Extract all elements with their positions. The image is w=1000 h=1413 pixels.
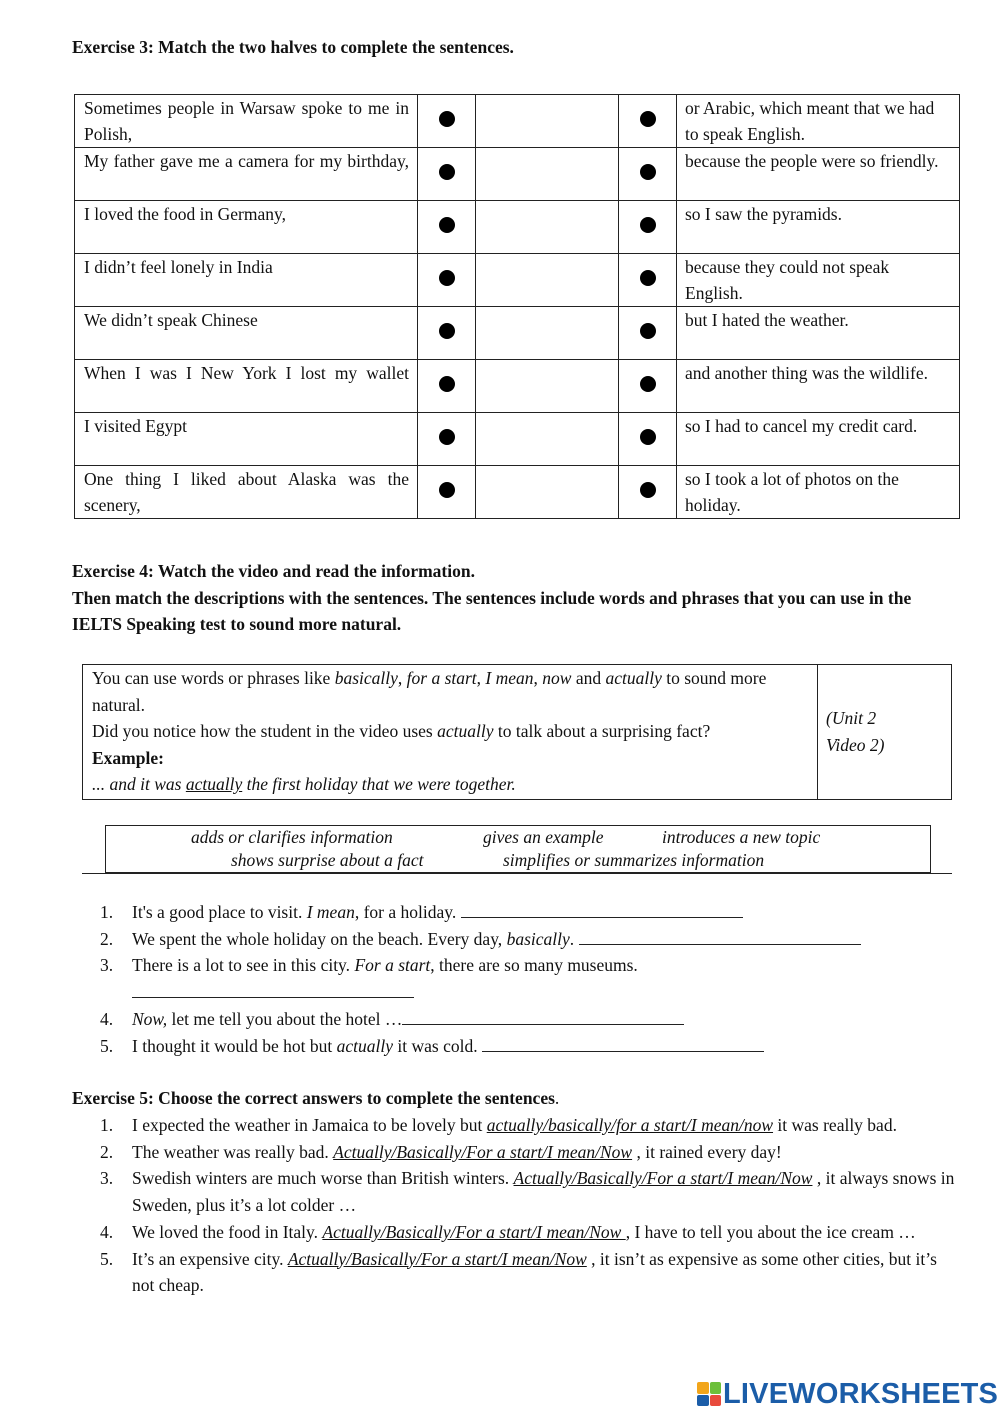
bullet-icon[interactable] bbox=[640, 270, 656, 286]
answer-blank[interactable] bbox=[402, 1006, 684, 1025]
list-item: 1. I expected the weather in Jamaica to be lovely but actually/basically/for a start/I mean/now it was really bad. bbox=[100, 1115, 897, 1135]
option-simplifies: simplifies or summarizes information bbox=[503, 850, 765, 870]
divider-line bbox=[82, 873, 952, 874]
match-dot-right[interactable] bbox=[619, 148, 677, 201]
sentence-end: because the people were so friendly. bbox=[677, 148, 960, 201]
example-label: Example: bbox=[92, 747, 164, 768]
answer-blank[interactable] bbox=[461, 899, 743, 918]
unit-reference: (Unit 2 Video 2) bbox=[826, 708, 885, 755]
sentence-end: so I had to cancel my credit card. bbox=[677, 413, 960, 466]
list-item: 4. Now, let me tell you about the hotel … bbox=[72, 1006, 962, 1033]
bullet-icon[interactable] bbox=[439, 217, 455, 233]
match-dot-right[interactable] bbox=[619, 254, 677, 307]
table-row bbox=[75, 254, 960, 307]
sentence-start: I didn’t feel lonely in India bbox=[75, 254, 418, 307]
bullet-icon[interactable] bbox=[439, 376, 455, 392]
answer-choice[interactable]: Actually/Basically/For a start/I mean/Now bbox=[513, 1168, 813, 1189]
sentence-end: and another thing was the wildlife. bbox=[677, 360, 960, 413]
match-dot-right[interactable] bbox=[619, 307, 677, 360]
exercise-4-instructions: Then match the descriptions with the sentences. The sentences include words and phrases that you can use in the IELTS Speaking test to sound more natural. bbox=[72, 588, 912, 634]
sentence-end: so I saw the pyramids. bbox=[677, 201, 960, 254]
table-row bbox=[75, 201, 960, 254]
match-area[interactable] bbox=[476, 307, 619, 360]
table-row bbox=[75, 360, 960, 413]
table-row bbox=[75, 148, 960, 201]
sentence-end: but I hated the weather. bbox=[677, 307, 960, 360]
match-dot-left[interactable] bbox=[418, 148, 476, 201]
list-item: 3. There is a lot to see in this city. For a start, there are so many museums. bbox=[72, 952, 962, 1005]
match-dot-left[interactable] bbox=[418, 201, 476, 254]
bullet-icon[interactable] bbox=[439, 164, 455, 180]
match-dot-right[interactable] bbox=[619, 95, 677, 148]
sentence-end: so I took a lot of photos on the holiday. bbox=[677, 466, 960, 519]
matching-table bbox=[74, 94, 960, 519]
option-shows-surprise: shows surprise about a fact bbox=[231, 850, 424, 870]
answer-choice[interactable]: Actually/Basically/For a start/I mean/Now bbox=[322, 1221, 626, 1242]
sentence-start: I loved the food in Germany, bbox=[75, 201, 418, 254]
exercise-5-heading: Exercise 5: Choose the correct answers to complete the sentences. bbox=[72, 1088, 560, 1108]
sentence-start: We didn’t speak Chinese bbox=[75, 307, 418, 360]
match-area[interactable] bbox=[476, 148, 619, 201]
match-area[interactable] bbox=[476, 466, 619, 519]
answer-choice[interactable]: Actually/Basically/For a start/I mean/Now bbox=[333, 1141, 633, 1162]
info-text: You can use words or phrases like basically, for a start, I mean, now and actually to sound more natural. Did you notice how the student in the video uses actually to talk about a surprising fact? Example: ... and it was actually the first holiday that we were together. bbox=[83, 665, 818, 799]
match-dot-left[interactable] bbox=[418, 254, 476, 307]
exercise-4-questions bbox=[72, 899, 962, 1059]
list-item: 2. The weather was really bad. Actually/Basically/For a start/I mean/Now , it rained every day! bbox=[100, 1141, 782, 1162]
sentence-start: My father gave me a camera for my birthday, bbox=[75, 148, 418, 201]
match-dot-left[interactable] bbox=[418, 466, 476, 519]
exercise-3-heading: Exercise 3: Match the two halves to complete the sentences. bbox=[72, 37, 514, 57]
answer-blank[interactable] bbox=[482, 1033, 764, 1052]
list-item: 3. Swedish winters are much worse than British winters. Actually/Basically/For a start/I mean/Now , it always snows in Sweden, plus it’s a lot colder … bbox=[100, 1168, 955, 1216]
answer-choice[interactable]: actually/basically/for a start/I mean/now bbox=[486, 1115, 774, 1135]
bullet-icon[interactable] bbox=[439, 482, 455, 498]
bullet-icon[interactable] bbox=[439, 323, 455, 339]
sentence-start: I visited Egypt bbox=[75, 413, 418, 466]
match-dot-right[interactable] bbox=[619, 201, 677, 254]
match-dot-right[interactable] bbox=[619, 466, 677, 519]
table-row bbox=[75, 307, 960, 360]
bullet-icon[interactable] bbox=[640, 429, 656, 445]
bullet-icon[interactable] bbox=[640, 323, 656, 339]
match-area[interactable] bbox=[476, 413, 619, 466]
match-area[interactable] bbox=[476, 360, 619, 413]
option-introduces-topic: introduces a new topic bbox=[662, 827, 821, 847]
list-item: 5. It’s an expensive city. Actually/Basically/For a start/I mean/Now , it isn’t as expensive as some other cities, but it’s not cheap. bbox=[100, 1248, 937, 1296]
sentence-start: One thing I liked about Alaska was the scenery, bbox=[75, 466, 418, 519]
liveworksheets-logo[interactable]: LIVEWORKSHEETS bbox=[697, 1376, 998, 1412]
bullet-icon[interactable] bbox=[640, 376, 656, 392]
match-dot-left[interactable] bbox=[418, 413, 476, 466]
bullet-icon[interactable] bbox=[439, 270, 455, 286]
bullet-icon[interactable] bbox=[439, 429, 455, 445]
answer-blank[interactable] bbox=[579, 926, 861, 945]
list-item: 5. I thought it would be hot but actually it was cold. bbox=[72, 1033, 962, 1060]
exercise-5-questions bbox=[72, 1112, 962, 1299]
match-dot-right[interactable] bbox=[619, 360, 677, 413]
option-gives-example: gives an example bbox=[483, 827, 604, 847]
sentence-start: Sometimes people in Warsaw spoke to me in Polish, bbox=[75, 95, 418, 148]
example-sentence: ... and it was actually the first holiday that we were together. bbox=[92, 774, 516, 794]
bullet-icon[interactable] bbox=[439, 111, 455, 127]
match-dot-right[interactable] bbox=[619, 413, 677, 466]
bullet-icon[interactable] bbox=[640, 482, 656, 498]
sentence-start: When I was I New York I lost my wallet bbox=[75, 360, 418, 413]
match-area[interactable] bbox=[476, 95, 619, 148]
table-row bbox=[75, 413, 960, 466]
bullet-icon[interactable] bbox=[640, 164, 656, 180]
description-options-box bbox=[105, 825, 931, 873]
answer-choice[interactable]: Actually/Basically/For a start/I mean/Now bbox=[287, 1248, 587, 1269]
bullet-icon[interactable] bbox=[640, 111, 656, 127]
sentence-end: because they could not speak English. bbox=[677, 254, 960, 307]
exercise-4-heading: Exercise 4: Watch the video and read the information. bbox=[72, 561, 475, 581]
bullet-icon[interactable] bbox=[640, 217, 656, 233]
table-row bbox=[75, 466, 960, 519]
sentence-end: or Arabic, which meant that we had to speak English. bbox=[677, 95, 960, 148]
match-dot-left[interactable] bbox=[418, 307, 476, 360]
match-area[interactable] bbox=[476, 254, 619, 307]
match-area[interactable] bbox=[476, 201, 619, 254]
logo-icon bbox=[697, 1382, 721, 1406]
answer-blank[interactable] bbox=[132, 979, 414, 998]
match-dot-left[interactable] bbox=[418, 360, 476, 413]
info-box bbox=[82, 664, 952, 800]
list-item: 1. It's a good place to visit. I mean, for a holiday. bbox=[72, 899, 962, 926]
list-item: 4. We loved the food in Italy. Actually/Basically/For a start/I mean/Now , I have to tell you about the ice cream … bbox=[100, 1221, 916, 1242]
option-adds-clarifies: adds or clarifies information bbox=[191, 827, 393, 847]
list-item: 2. We spent the whole holiday on the beach. Every day, basically. bbox=[72, 926, 962, 953]
table-row bbox=[75, 95, 960, 148]
match-dot-left[interactable] bbox=[418, 95, 476, 148]
